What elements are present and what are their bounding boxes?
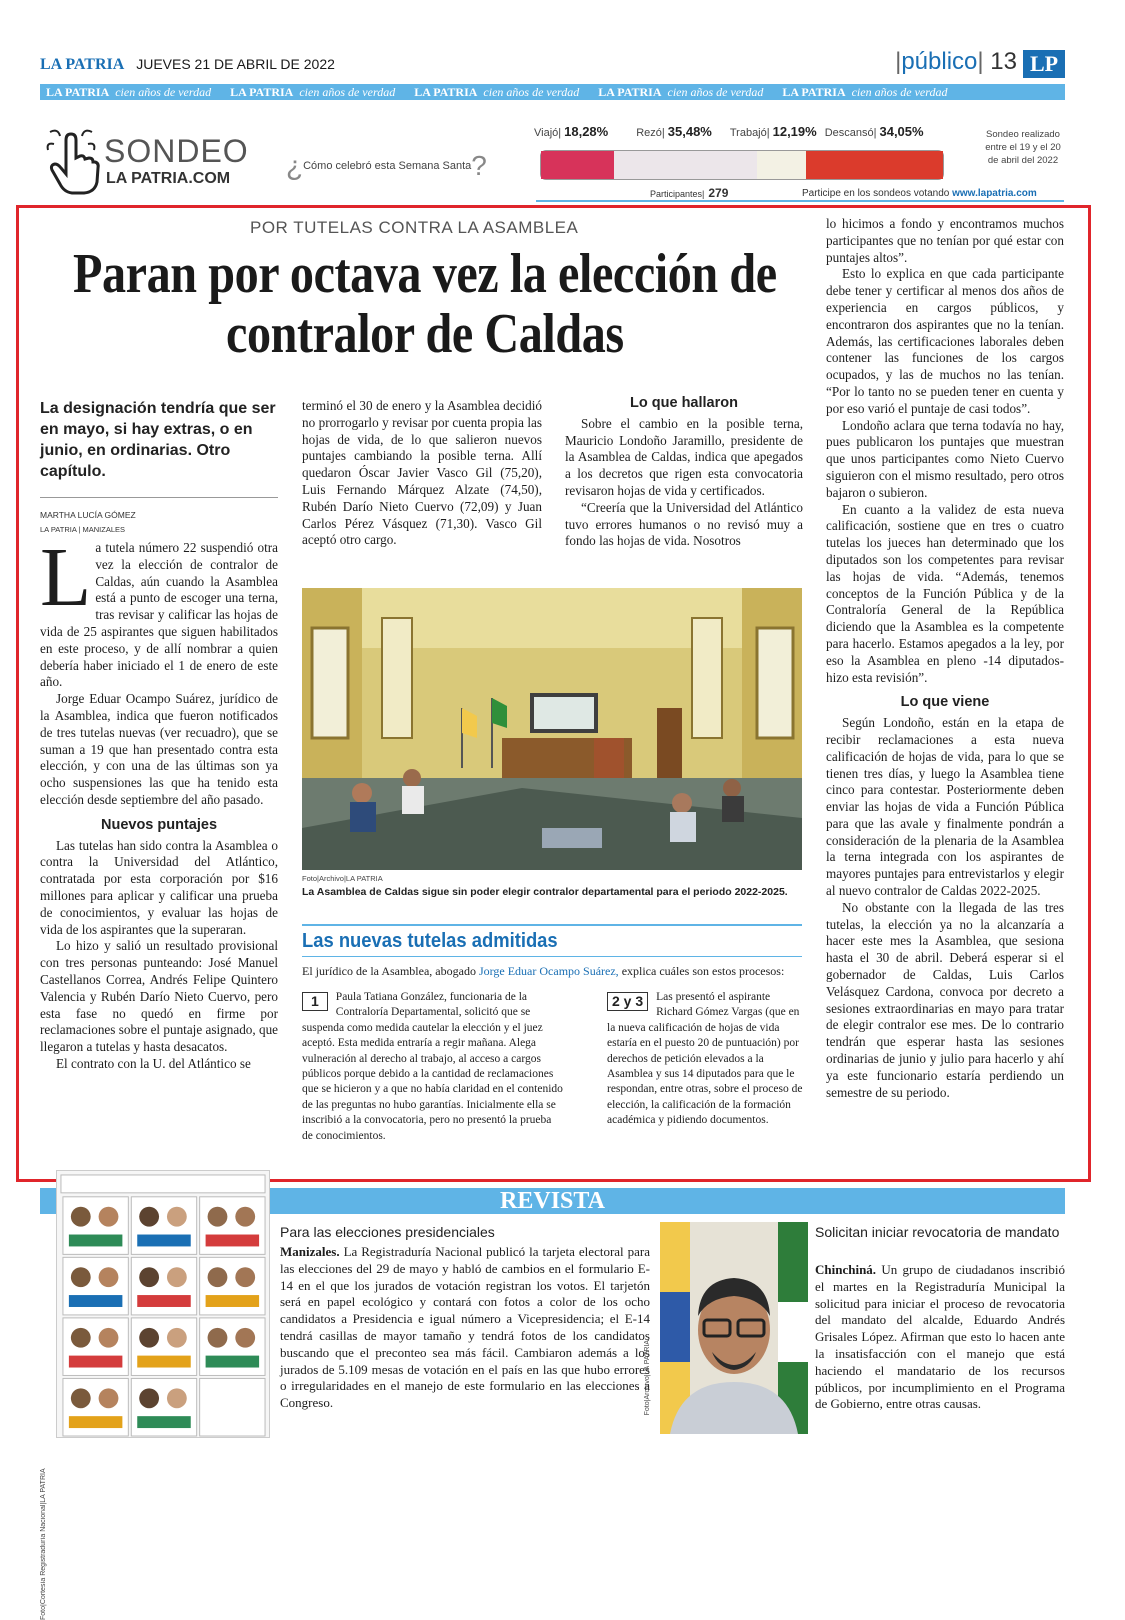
article-column-1	[40, 531, 279, 1073]
issue-date: JUEVES 21 DE ABRIL DE 2022	[136, 56, 335, 72]
poll-option: Viajó| 18,28%	[534, 124, 609, 139]
subheading: Nuevos puntajes	[100, 816, 218, 833]
candidate-photo	[99, 1207, 119, 1227]
poll-result-bar	[540, 150, 944, 180]
brief-title: Para las elecciones presidenciales	[280, 1224, 495, 1240]
party-logo	[206, 1295, 259, 1307]
assembly-hall-photo	[302, 588, 802, 870]
paragraph: a tutela número 22 suspendió otra vez la elección de contralor de Caldas, aún cuando la Asamblea está a punto de escoger una terna, tras revisar y calificar las hojas de vida de 25 aspirantes que siguen habilitados en este proceso, y de allí nombrar a quien debería haber iniciado el 1 de enero de este año.	[40, 540, 278, 690]
byline: MARTHA LUCÍA GÓMEZ	[40, 510, 136, 520]
candidate-photo	[167, 1207, 187, 1227]
poll-invite: Participe en los sondeos votando www.lapatria.com	[802, 188, 1037, 199]
article-deck: La designación tendría que ser en mayo, si hay extras, o en junio, en ordinarias. Otro capítulo.	[40, 400, 276, 480]
party-logo	[137, 1235, 190, 1247]
brief-body: Chinchiná. Un grupo de ciudadanos inscribió el martes en la Registraduría Municipal la solicitud para iniciar el proceso de revocatoria del mandato del alcalde, Eduardo Andrés Grisales López. Afirman que esto lo hacen ante la insatisfacción con el manejo que está haciendo el mandatario de los recursos públicos, por incumplimiento en el Programa de Gobierno, entre otras causas.	[815, 1262, 1065, 1412]
poll-options	[534, 124, 954, 139]
item-text: Paula Tatiana González, funcionaria de la Contraloría Departamental, solicitó que se suspenda como medida cautelar la elección y el juez aceptó. Esta medida entraría a regir mañana. Alega vulneración al derecho al trabajo, al acceso a cargos públicos porque debido a la cantidad de reclamaciones que se hicieron y a que no había claridad en el contenido de las preguntas no hubo garantías. Inicialmente ella se inscribió a la convocatoria, pero no presentó la prueba de conocimientos.	[302, 991, 563, 1142]
paragraph: Londoño aclara que terna todavía no hay, pues publicaron los puntajes que muestran que unos participantes como Nieto Cuervo siguieron con el mismo resultado, pero otros bajaron o subieron.	[826, 417, 1064, 500]
photo-credit: Foto|Archivo|LA PATRIA	[302, 874, 383, 883]
party-logo	[137, 1416, 190, 1428]
divider	[302, 924, 802, 926]
candidate-photo	[167, 1388, 187, 1408]
sidebar-item	[302, 990, 564, 1144]
mayor-portrait	[660, 1222, 808, 1434]
item-number: 1	[302, 992, 328, 1011]
divider	[302, 956, 802, 957]
poll-note: Sondeo realizado entre el 19 y el 20 de abril del 2022	[985, 129, 1061, 166]
candidate-photo	[99, 1328, 119, 1348]
party-logo	[206, 1356, 259, 1368]
candidate-photo	[71, 1388, 91, 1408]
paragraph: Las tutelas han sido contra la Asamblea o contra la Universidad del Atlántico, contratada por esta corporación por $16 millones para aplicar y calificar una prueba de conocimientos, y evaluar las hojas de vida de los aspirantes que la superaran.	[40, 837, 278, 937]
party-logo	[69, 1235, 122, 1247]
photo-caption: La Asamblea de Caldas sigue sin poder elegir contralor departamental para el periodo 2022-2025.	[302, 886, 788, 898]
poll-segment-viajo	[541, 151, 614, 179]
party-logo	[69, 1416, 122, 1428]
candidate-photo	[71, 1267, 91, 1287]
item-text: Las presentó el aspirante Richard Gómez Vargas (que en la nueva calificación de hojas de vida estaría en el puesto 20 de puntuación) por derechos de petición elevados a la Asamblea y sus 14 diputados para que le respondan, entre otras, sobre el proceso de elección, la calificación de la formación académica y pidiendo documentos.	[607, 991, 803, 1127]
article-column-2	[302, 398, 542, 549]
candidate-photo	[139, 1207, 159, 1227]
candidate-photo	[99, 1267, 119, 1287]
article-kicker: POR TUTELAS CONTRA LA ASAMBLEA	[250, 218, 579, 237]
party-logo	[206, 1235, 259, 1247]
poll-brand: LA PATRIA.COM	[106, 170, 231, 187]
item-number: 2 y 3	[607, 992, 648, 1011]
paragraph: El contrato con la U. del Atlántico se	[56, 1055, 251, 1071]
paragraph: terminó el 30 de enero y la Asamblea decidió no prorrogarlo y revisar por cuenta propia las hojas de vida, de lo que salieron nuevos puntajes cambiando la posible terna. Allí quedaron Óscar Javier Vasco Gil (75,20), Luis Fernando Márquez Alzate (74,50), Rubén Darío Nieto Cuervo (72,09) y Juan Carlos Pérez Vásquez (71,30). Vasco Gil aceptó otro cargo.	[302, 398, 542, 548]
poll-title: SONDEO	[104, 133, 249, 169]
candidate-photo	[99, 1388, 119, 1408]
paragraph: “Creería que la Universidad del Atlántico tuvo errores humanos o no revisó muy a fondo las hojas de vida. Nosotros	[565, 499, 803, 549]
candidate-photo	[167, 1267, 187, 1287]
candidate-photo	[235, 1328, 255, 1348]
divider	[536, 200, 1064, 202]
hand-pointer-icon	[44, 126, 100, 196]
candidate-photo	[139, 1388, 159, 1408]
poll-segment-rezo	[614, 151, 757, 179]
party-logo	[137, 1356, 190, 1368]
poll-segment-trabajo	[757, 151, 806, 179]
divider	[40, 497, 278, 498]
paragraph: lo hicimos a fondo y encontramos muchos participantes que no tenían por qué estar con puntajes altos”.	[826, 216, 1064, 265]
subheading: Lo que viene	[900, 694, 990, 711]
ballot-credit: Foto|Cortesía Registraduría Nacional|LA PATRIA	[40, 1468, 47, 1620]
party-logo	[137, 1295, 190, 1307]
candidate-photo	[208, 1328, 228, 1348]
poll-segment-descanso	[806, 151, 943, 179]
article-headline: Paran por octava vez la elección de contralor de Caldas	[73, 243, 777, 365]
subheading: Lo que hallaron	[630, 395, 738, 411]
poll-link[interactable]: www.lapatria.com	[952, 188, 1037, 199]
brief-place: Chinchiná.	[815, 1262, 877, 1277]
brief-body: Manizales. La Registraduría Nacional publicó la tarjeta electoral para las elecciones del 29 de mayo y habló de cambios en el formulario E-14 en el que los jurados de votación registran los votos. El tarjetón será en papel ecológico y contará con fotos a color de los ocho candidatos a Presidencia e igual número a Vicepresidencia; el E-14 tendrá casillas de mayor tamaño y tendrá fotos de los candidatos buscando que el preconteo sea más fácil. Cambiaron además a los jurados de 5.109 mesas de votación en el país en las que hubo errores o irregularidades en el manejo de este formulario en las elecciones a Congreso.	[280, 1244, 651, 1411]
poll-participants: Participantes| 279	[650, 186, 729, 200]
party-logo	[69, 1295, 122, 1307]
article-column-3	[565, 395, 803, 550]
sidebar-item	[607, 990, 805, 1129]
candidate-photo	[208, 1207, 228, 1227]
poll-option: Rezó| 35,48%	[636, 124, 712, 139]
candidate-photo	[167, 1328, 187, 1348]
section-name: público	[901, 48, 978, 75]
candidate-photo	[71, 1328, 91, 1348]
portrait-credit: Foto|Archivo|LA PATRIA	[644, 1340, 651, 1416]
poll-option: Descansó| 34,05%	[824, 124, 924, 139]
brief-title: Solicitan iniciar revocatoria de mandato	[815, 1224, 1060, 1240]
paragraph: Esto lo explica en que cada participante debe tener y certificar al menos dos años de experiencia en cargos públicos, y encontraron dos aspirantes que no la tenían. Además, las certificaciones laborales deben contener las funciones de los cargos ocupados, y las de muchos no las tenían. “Por lo tanto no se pueden tener en cuenta y por eso varió el puntaje de casi todos”.	[826, 266, 1064, 416]
drop-cap: L	[40, 531, 92, 624]
sidebar-title: Las nuevas tutelas admitidas	[302, 930, 558, 952]
article-column-4	[826, 216, 1064, 1101]
candidate-photo	[139, 1267, 159, 1287]
party-logo	[69, 1356, 122, 1368]
paragraph: Sobre el cambio en la posible terna, Mauricio Londoño Jaramillo, presidente de la Asamblea de Caldas, indica que apegados a los decretos que rigen esta convocatoria revisaron hojas de vida y certificados.	[565, 415, 803, 498]
poll-option: Trabajó| 12,19%	[729, 124, 817, 139]
lp-logo: LP	[1023, 50, 1065, 78]
candidate-photo	[235, 1207, 255, 1227]
paragraph: En cuanto a la validez de esta nueva calificación, sostiene que en tres o cuatro tutelas los jueces han determinado que los diputados son los competentes para revisar las hojas de vida. “Además, tenemos conceptos de la Función Pública y de la Contraloría General de la República diciendo que la Asamblea es la competente para hacerlo. Estamos apegados a la ley, por eso la Asamblea en pleno -14 diputados- hizo esta revisión”.	[826, 501, 1064, 685]
slogan-ribbon: LA PATRIA cien años de verdad LA PATRIA cien años de verdad LA PATRIA cien años de verdad LA PATRIA cien años de verdad LA PATRIA cien años de verdad	[40, 84, 1065, 100]
byline-org: LA PATRIA | MANIZALES	[40, 525, 126, 534]
poll-question: ¿Cómo celebró esta Semana Santa?	[286, 150, 487, 181]
ballot-image	[56, 1170, 270, 1438]
paragraph: Según Londoño, están en la etapa de recibir reclamaciones a esta nueva calificación de hojas de vida, para lo que se tienen tres días, y luego la Asamblea tiene cinco para contestar. Posteriormente deben enviar las hojas de vida a Función Pública para que las avale y finalmente pondrán a consideración de la plenaria de la Asamblea la terna integrada con los aspirantes de mayores puntajes para entrevistarlos y elegir al nuevo contralor de Caldas 2022-2025.	[826, 715, 1064, 899]
candidate-photo	[208, 1267, 228, 1287]
sidebar-intro: El jurídico de la Asamblea, abogado Jorge Eduar Ocampo Suárez, explica cuáles son estos procesos:	[302, 964, 785, 978]
ballot-cell	[200, 1378, 265, 1436]
newspaper-brand: LA PATRIA	[40, 56, 125, 73]
paragraph: Jorge Eduar Ocampo Suárez, jurídico de la Asamblea, indica que fueron notificados de tres tutelas nuevas (ver recuadro), que se suman a 19 que han presentado contra esta elección, y con una de las últimas son ya ocho suspensiones las que ha tenido esta elección desde septiembre del año pasado.	[40, 691, 278, 807]
candidate-photo	[139, 1328, 159, 1348]
page-number: 13	[990, 48, 1017, 75]
masthead	[40, 56, 335, 74]
candidate-photo	[71, 1207, 91, 1227]
paragraph: No obstante con la llegada de las tres tutelas, la elección ya no la alcanzaría a hacer este mes la Asamblea, que sesiona hasta el 30 de abril. Deberá esperar si el gobernador de Caldas, Luis Carlos Velásquez Cardona, convoca por decreto a sesiones extraordinarias en mayo para tratar de elegir contralor ese mes. De lo contrario tendrán que esperar hasta las sesiones ordinarias de junio y julio para hacerlo y ahí ya este funcionario estaría perdiendo un semestre de su periodo.	[826, 899, 1064, 1100]
paragraph: Lo hizo y salió un resultado provisional con tres personas punteando: José Manuel Castellanos Correa, Andrés Felipe Quintero Valencia y Rubén Darío Nieto Cuervo, pero esta fase no quedó en firme por reclamaciones sobre el puntaje asignado, que llegaron a tutelas y hasta desacatos.	[40, 938, 279, 1055]
section-tag: |público| 13	[895, 48, 1017, 75]
revista-bar: REVISTA	[40, 1188, 1065, 1214]
candidate-photo	[235, 1267, 255, 1287]
brief-place: Manizales.	[280, 1244, 340, 1259]
